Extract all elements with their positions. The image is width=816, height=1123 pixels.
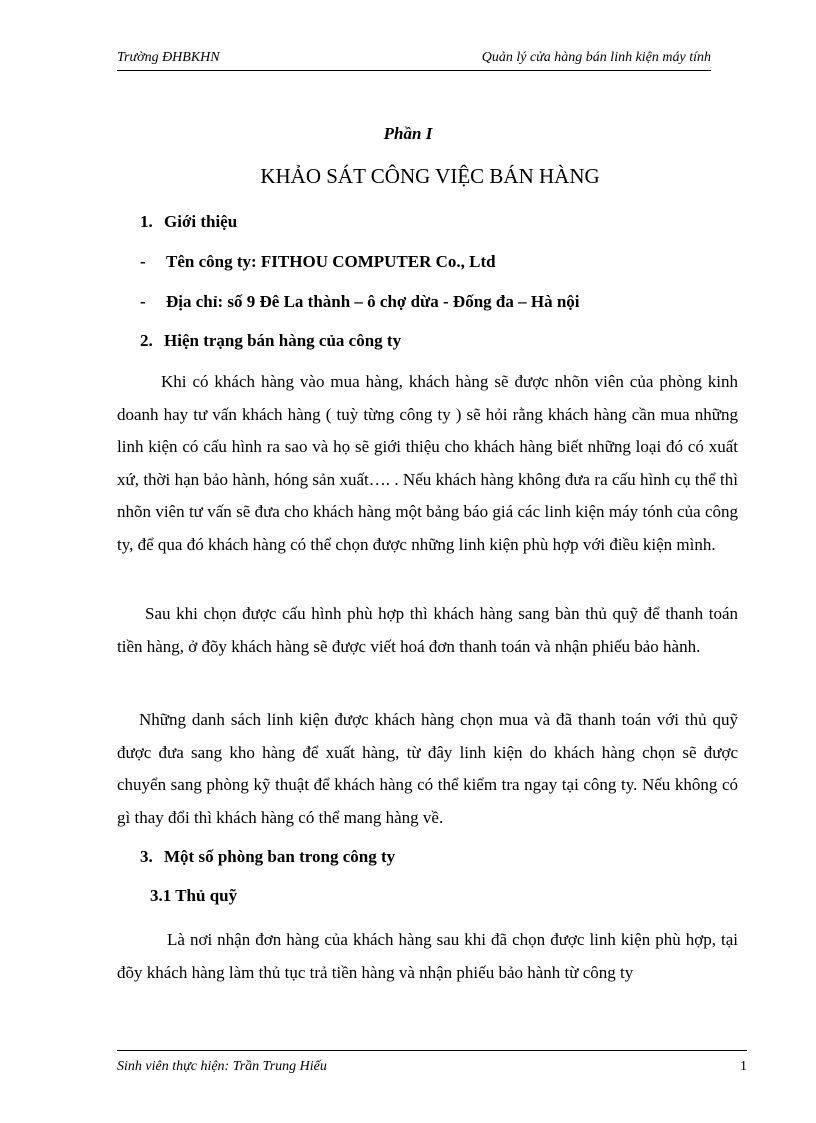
footer-student: Sinh viên thực hiện: Trần Trung Hiếu: [117, 1059, 327, 1074]
section-title: Giới thiệu: [164, 212, 238, 231]
page-header: [117, 48, 711, 71]
section-number: 3.: [140, 847, 153, 866]
bullet-text: Tên công ty: FITHOU COMPUTER Co., Ltd: [166, 252, 496, 271]
body-paragraph: Những danh sách linh kiện được khách hàng chọn mua và đã thanh toán với thủ quỹ được đưa sang kho hàng để xuất hàng, từ đây linh kiện do khách hàng chọn sẽ được chuyển sang phòng kỹ thuật để khách hàng có thể kiểm tra ngay tại công ty. Nếu không có gì thay đổi thì khách hàng có thể mang hàng về.: [117, 710, 738, 827]
header-school: Trường ĐHBKHN: [117, 50, 220, 65]
bullet-dash: -: [140, 252, 146, 271]
page-footer: [117, 1050, 747, 1085]
page-number: 1: [740, 1059, 747, 1074]
intro-bullet-company: [140, 252, 496, 272]
section-title: Hiện trạng bán hàng của công ty: [164, 331, 402, 350]
section-title: Một số phòng ban trong công ty: [164, 847, 396, 866]
section-heading-1: [140, 212, 237, 232]
body-paragraph: Là nơi nhận đơn hàng của khách hàng sau khi đã chọn được linh kiện phù hợp, tại đõy khách hàng làm thủ tục trả tiền hàng và nhận phiếu bảo hành từ công ty: [117, 930, 738, 982]
bullet-dash: -: [140, 292, 146, 311]
section-number: 2.: [140, 331, 153, 350]
body-paragraph: Khi có khách hàng vào mua hàng, khách hàng sẽ được nhõn viên của phòng kinh doanh hay tư vấn khách hàng ( tuỳ từng công ty ) sẽ hỏi rằng khách hàng cần mua những linh kiện có cấu hình ra sao và họ sẽ giới thiệu cho khách hàng biết những loại đó có xuất xứ, thời hạn bảo hành, hóng sản xuất…. . Nếu khách hàng không đưa ra cấu hình cụ thể thì nhõn viên tư vấn sẽ đưa cho khách hàng một bảng báo giá các linh kiện máy tónh của công ty, để qua đó khách hàng có thể chọn được những linh kiện phù hợp với điều kiện mình.: [117, 372, 738, 554]
body-paragraph: Sau khi chọn được cấu hình phù hợp thì khách hàng sang bàn thủ quỹ để thanh toán tiền hàng, ở đõy khách hàng sẽ được viết hoá đơn thanh toán và nhận phiếu bảo hành.: [117, 604, 738, 656]
section-heading-2: [140, 331, 401, 351]
section-heading-3: [140, 847, 395, 867]
intro-bullet-address: [140, 292, 580, 312]
bullet-text: Địa chỉ: số 9 Đê La thành – ô chợ dừa - Đống đa – Hà nội: [166, 292, 580, 311]
section-number: 1.: [140, 212, 153, 231]
header-doc-title: Quản lý cửa hàng bán linh kiện máy tính: [481, 50, 711, 65]
part-title: Phần I: [383, 124, 433, 143]
main-title: KHẢO SÁT CÔNG VIỆC BÁN HÀNG: [260, 164, 600, 188]
subsection-heading-3-1: 3.1 Thủ quỹ: [150, 886, 238, 905]
